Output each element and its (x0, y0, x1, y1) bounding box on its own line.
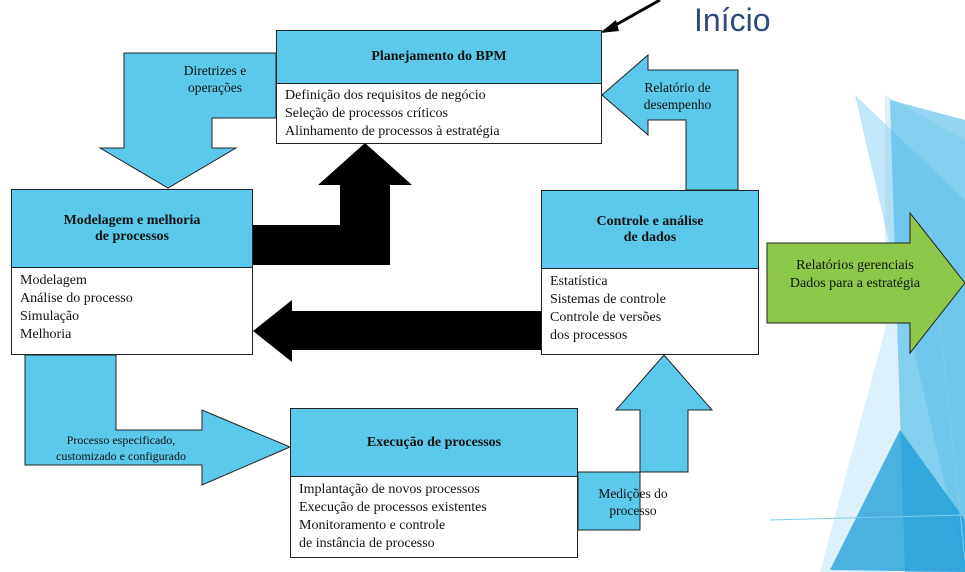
planning-item: Seleção de processos críticos (285, 106, 448, 121)
process-specified-arrow (25, 355, 290, 485)
planning-items (277, 84, 601, 145)
modeling-items (12, 268, 252, 348)
process-specified-label: Processo especificado, customizado e configurado (56, 433, 186, 463)
execution-item: de instância de processo (299, 536, 435, 551)
control-title-line2: de dados (623, 229, 677, 245)
execution-item: Implantação de novos processos (299, 482, 480, 497)
measurements-label: Medições do processo (598, 486, 668, 518)
planning-box (276, 30, 602, 144)
control-item: dos processos (550, 328, 628, 343)
control-item: Sistemas de controle (550, 292, 666, 307)
modeling-title-line1: Modelagem e melhoria (63, 212, 201, 228)
planning-item: Alinhamento de processos à estratégia (285, 124, 500, 139)
control-items (542, 269, 758, 349)
execution-item: Monitoramento e controle (299, 518, 446, 533)
execution-item: Execução de processos existentes (299, 500, 487, 515)
execution-items (291, 477, 577, 557)
control-to-modeling-black-arrow (253, 300, 541, 362)
modeling-to-planning-black-arrow (253, 143, 412, 265)
decorative-background (770, 95, 965, 572)
planning-item: Definição dos requisitos de negócio (285, 88, 486, 103)
performance-report-arrow (602, 55, 738, 190)
control-title-line1: Controle e análise (596, 213, 704, 229)
modeling-title (12, 190, 252, 268)
start-arrow (600, 0, 660, 33)
modeling-item: Simulação (20, 309, 80, 324)
planning-title: Planejamento do BPM (277, 31, 601, 84)
performance-report-label: Relatório de desempenho (643, 80, 712, 112)
control-item: Estatística (550, 274, 608, 289)
output-label: Relatórios gerenciais Dados para a estratégia (789, 258, 921, 291)
modeling-item: Melhoria (20, 327, 72, 342)
execution-box (290, 408, 578, 558)
execution-title: Execução de processos (291, 409, 577, 477)
modeling-item: Análise do processo (20, 291, 133, 306)
start-label: Início (694, 2, 771, 38)
control-title (542, 191, 758, 269)
modeling-box (11, 189, 253, 355)
control-item: Controle de versões (550, 310, 662, 325)
guidelines-label: Diretrizes e operações (183, 63, 247, 95)
modeling-title-line2: de processos (94, 228, 170, 244)
control-box (541, 190, 759, 355)
modeling-item: Modelagem (20, 273, 87, 288)
